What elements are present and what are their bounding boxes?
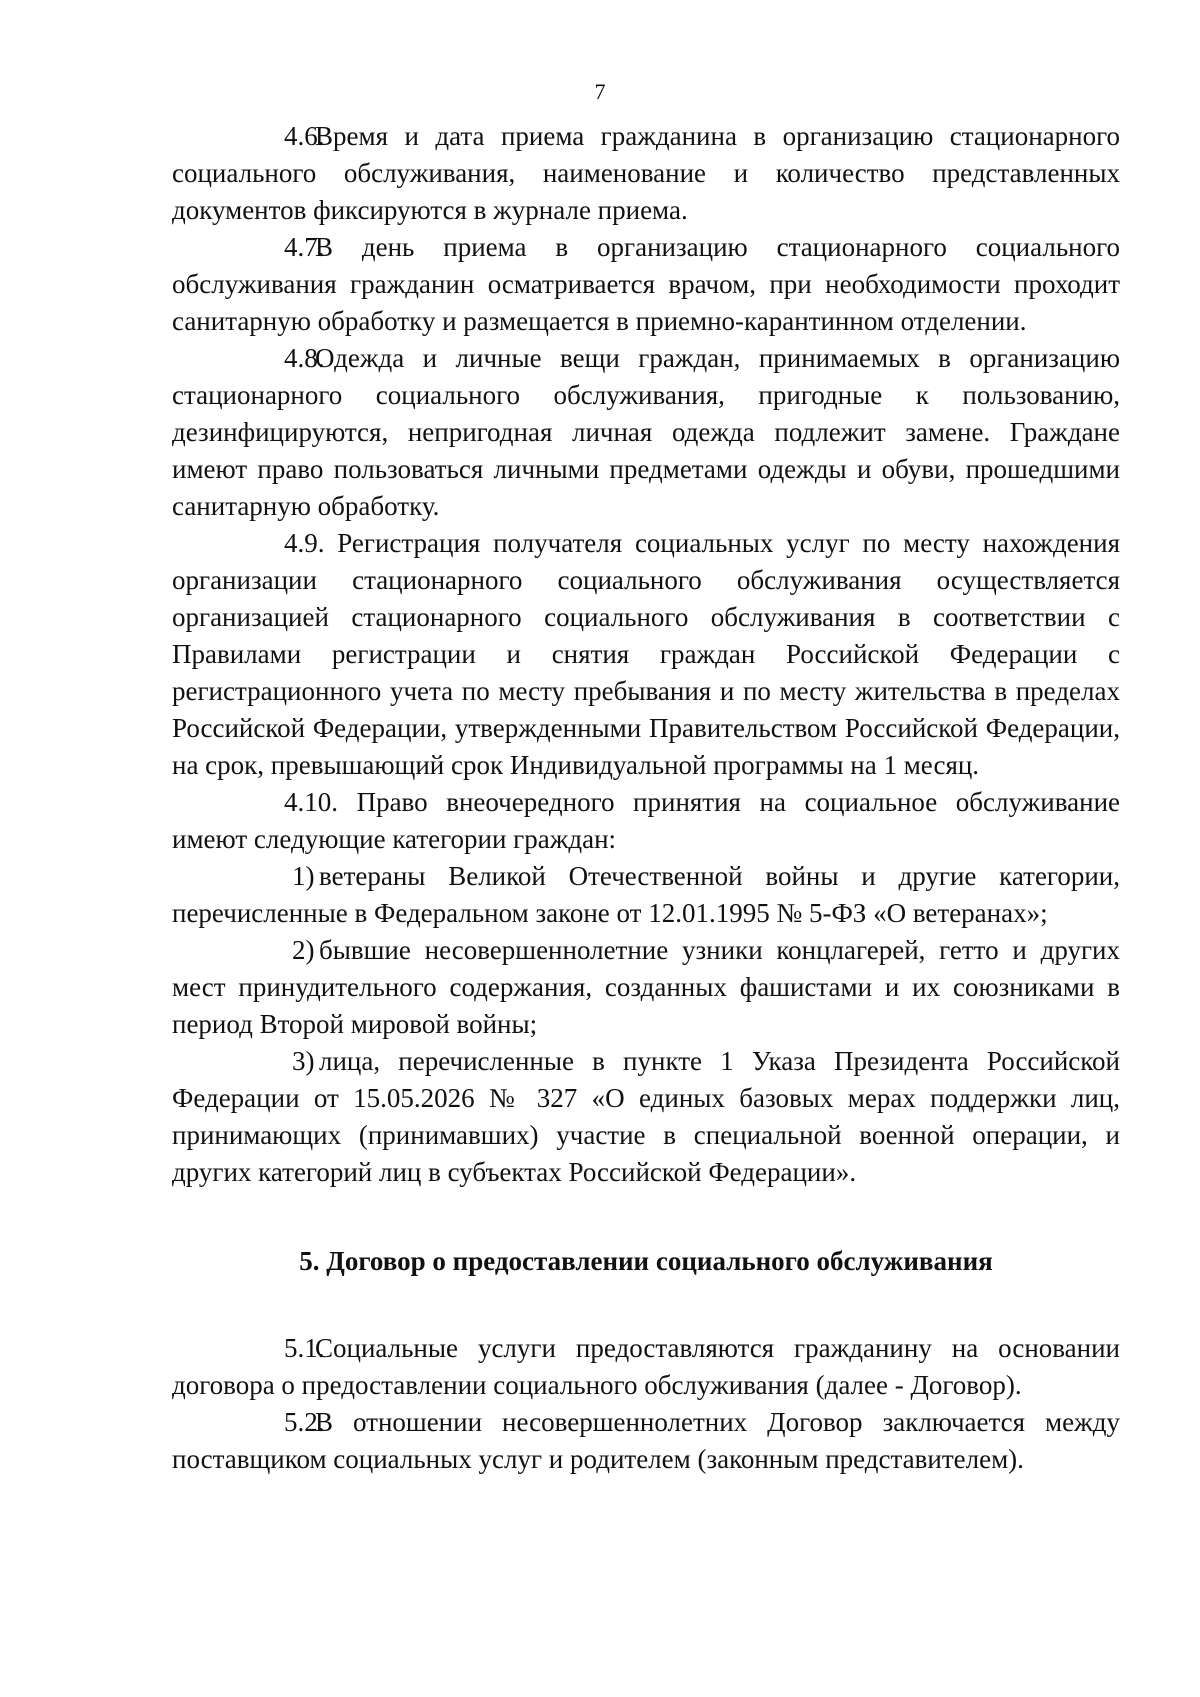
paragraph-4-7 (172, 229, 1120, 340)
paragraph-number: 4.7. (284, 232, 325, 262)
paragraph-text: В отношении несовершеннолетних Договор заключается между поставщиком социальных услуг и родителем (законным представителем). (172, 1407, 1120, 1474)
section-heading: 5. Договор о предоставлении социального обслуживания (299, 1246, 993, 1276)
paragraph-number: 4.9. (284, 528, 325, 558)
paragraph-4-10 (172, 784, 1120, 858)
paragraph-text: Одежда и личные вещи граждан, принимаемых в организацию стационарного социального обслуживания, пригодные к пользованию, дезинфицируются, непригодная личная одежда подлежит замене. Граждане имеют право пользоваться личными предметами одежды и обуви, прошедшими санитарную обработку. (172, 343, 1120, 521)
page-number: 7 (594, 79, 606, 104)
list-item-number: 1) (292, 861, 315, 891)
paragraph-number: 4.8. (284, 343, 325, 373)
list-item (172, 1043, 1120, 1191)
paragraph-5-2 (172, 1404, 1120, 1478)
paragraph-text: Регистрация получателя социальных услуг по месту нахождения организации стационарного социального обслуживания осуществляется организацией стационарного социального обслуживания в соответствии с Правилами регистрации и снятия граждан Российской Федерации с регистрационного учета по месту пребывания и по месту жительства в пределах Российской Федерации, утвержденными Правительством Российской Федерации, на срок, превышающий срок Индивидуальной программы на 1 месяц. (172, 528, 1120, 780)
paragraph-text: В день приема в организацию стационарного социального обслуживания гражданин осматривается врачом, при необходимости проходит санитарную обработку и размещается в приемно-карантинном отделении. (172, 232, 1120, 336)
list-item-number: 3) (292, 1046, 315, 1076)
list-item-text: ветераны Великой Отечественной войны и другие категории, перечисленные в Федеральном законе от 12.01.1995 № 5-ФЗ «О ветеранах»; (172, 861, 1120, 928)
paragraph-5-1 (172, 1330, 1120, 1404)
paragraph-4-9 (172, 525, 1120, 784)
paragraph-4-6 (172, 118, 1120, 229)
list-item (172, 858, 1120, 932)
list-item-text: лица, перечисленные в пункте 1 Указа Президента Российской Федерации от 15.05.2026 № 327 «О единых базовых мерах поддержки лиц, принимающих (принимавших) участие в специальной военной операции, и других категорий лиц в субъектах Российской Федерации». (172, 1046, 1120, 1187)
list-item-text: бывшие несовершеннолетние узники концлагерей, гетто и других мест принудительного содержания, созданных фашистами и их союзниками в период Второй мировой войны; (172, 935, 1120, 1039)
paragraph-number: 4.6. (284, 121, 325, 151)
document-body (172, 118, 1120, 1478)
paragraph-text: Социальные услуги предоставляются гражданину на основании договора о предоставлении социального обслуживания (далее - Договор). (172, 1333, 1120, 1400)
paragraph-4-8 (172, 340, 1120, 525)
list-item-number: 2) (292, 935, 315, 965)
paragraph-number: 4.10. (284, 787, 338, 817)
paragraph-text: Время и дата приема гражданина в организацию стационарного социального обслуживания, наименование и количество представленных документов фиксируются в журнале приема. (172, 121, 1120, 225)
paragraph-number: 5.2. (284, 1407, 325, 1437)
paragraph-text: Право внеочередного принятия на социальное обслуживание имеют следующие категории граждан: (172, 787, 1120, 854)
list-item (172, 932, 1120, 1043)
paragraph-number: 5.1. (284, 1333, 325, 1363)
